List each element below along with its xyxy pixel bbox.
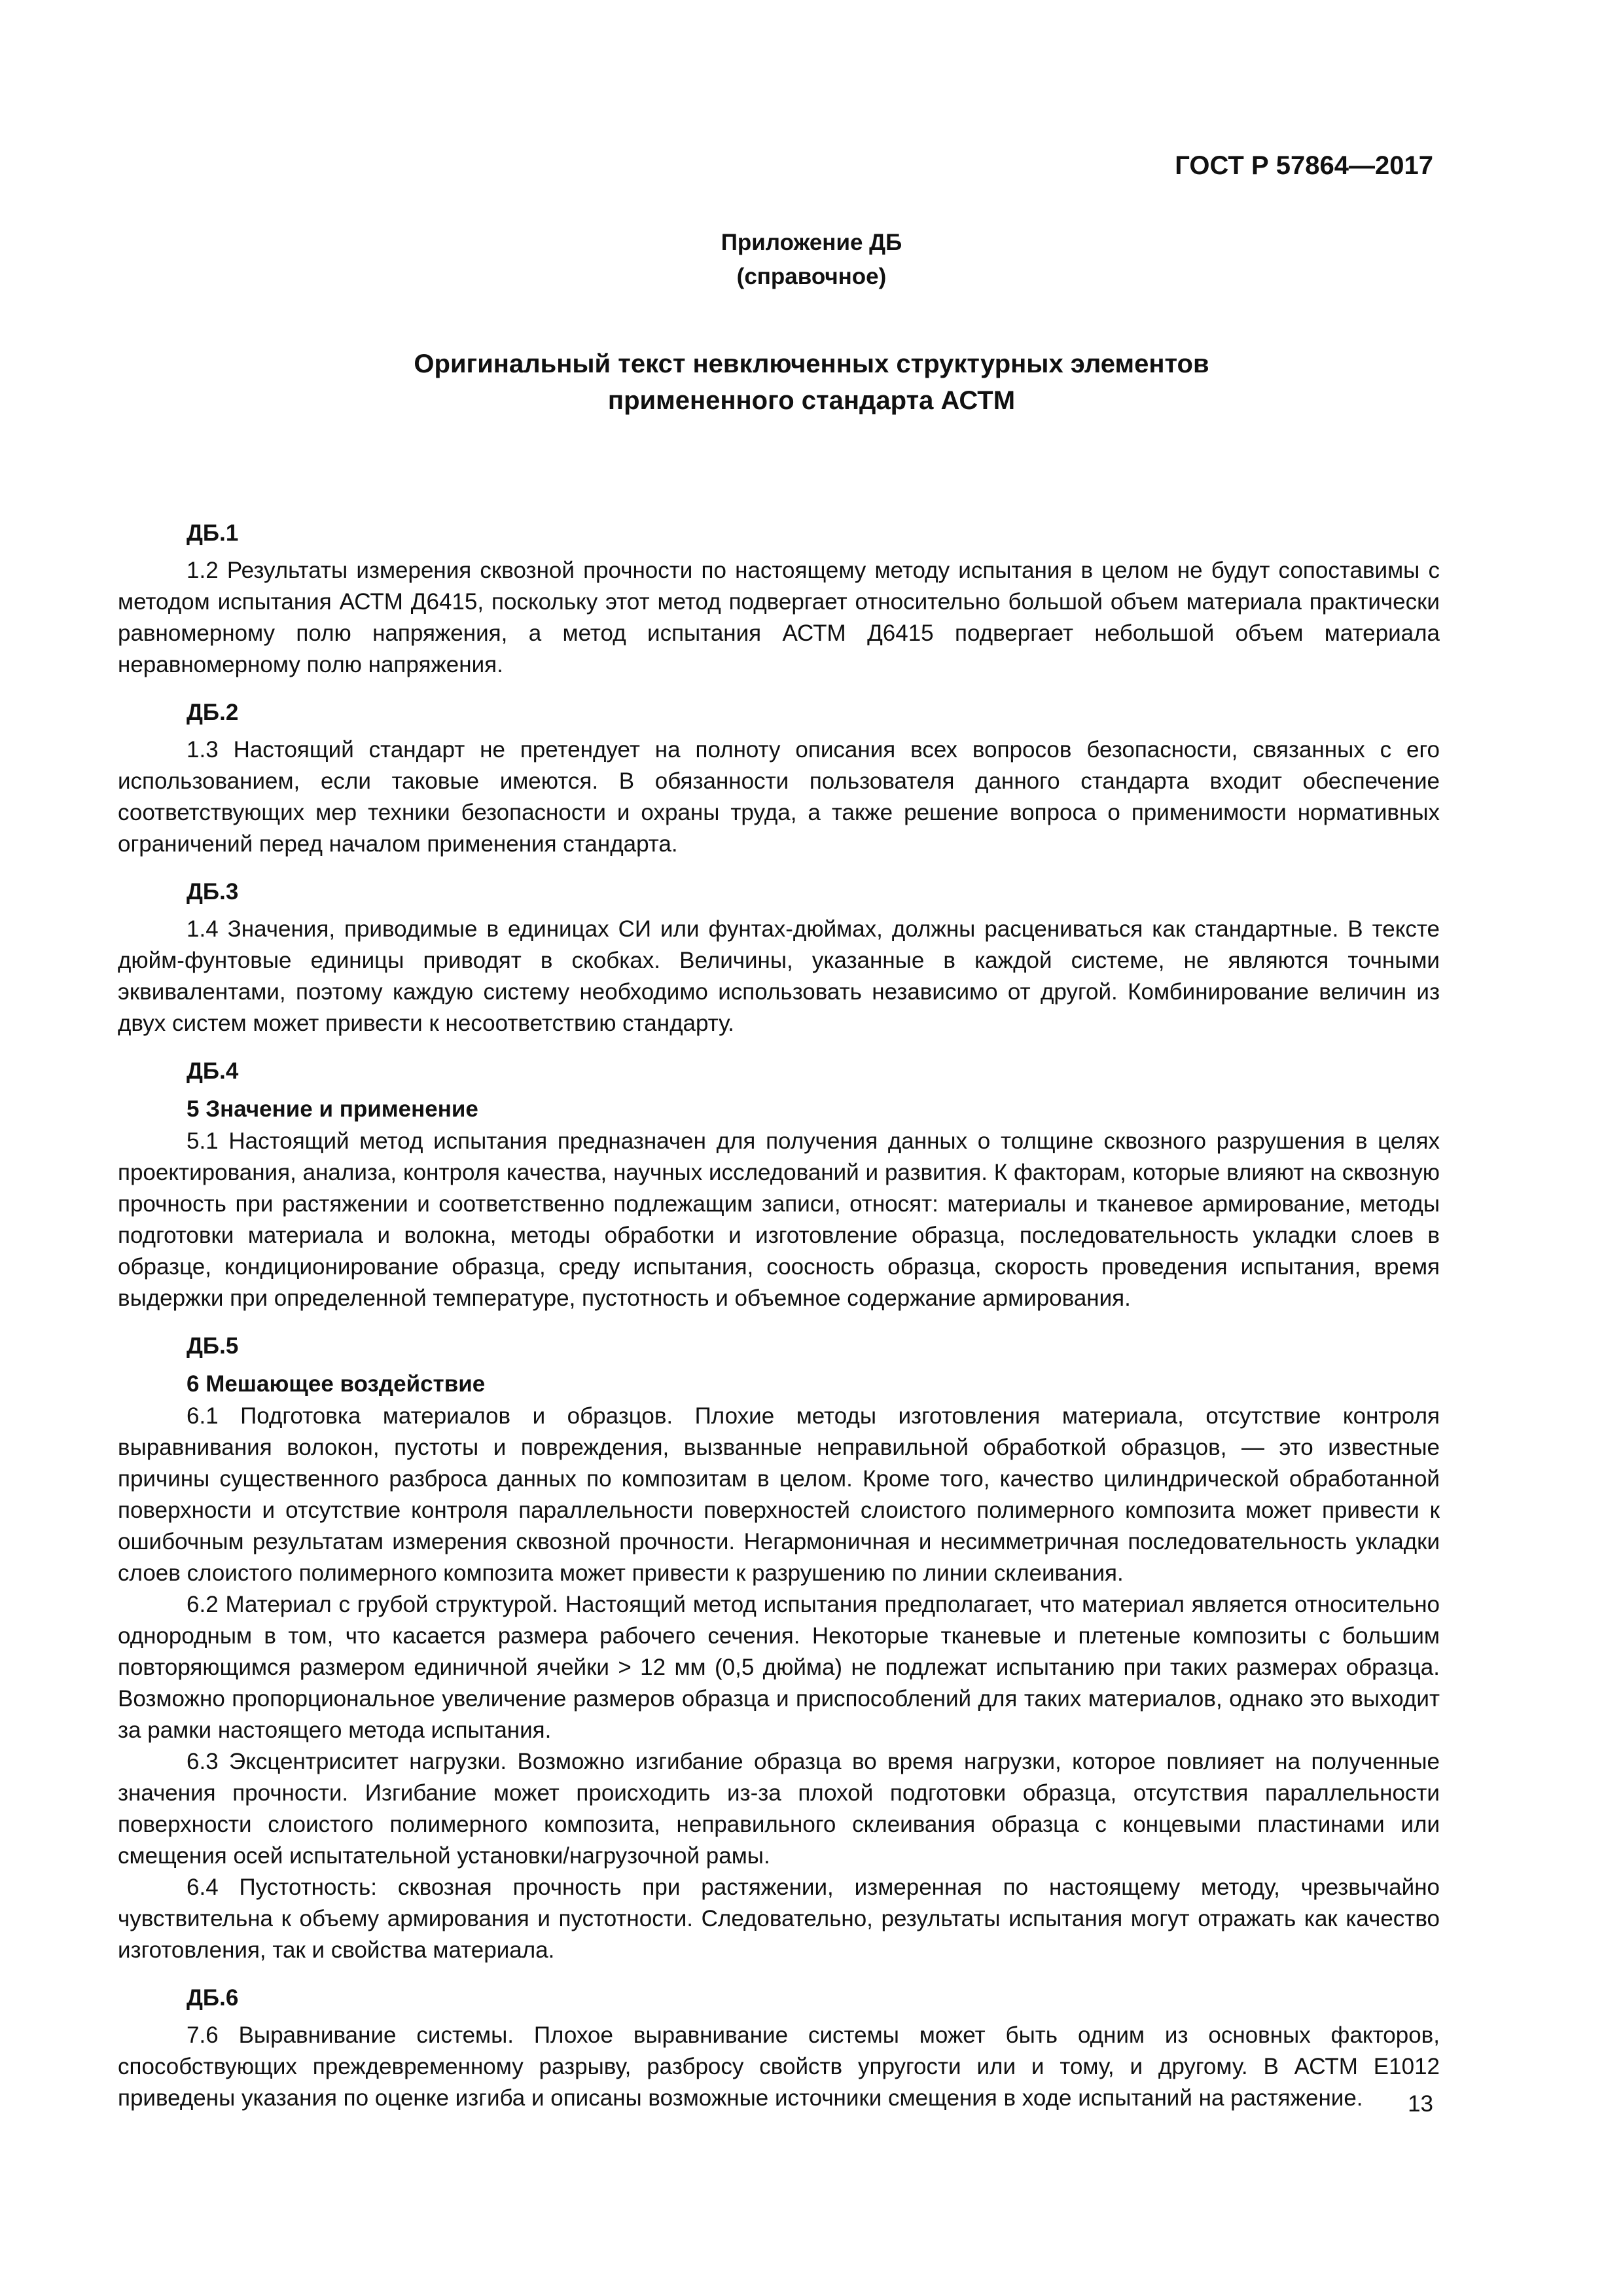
section-label-db3: ДБ.3 [187, 879, 239, 905]
annex-kind: (справочное) [736, 264, 887, 289]
document-code: ГОСТ Р 57864—2017 [1175, 151, 1433, 180]
section-label-db2: ДБ.2 [187, 700, 239, 725]
paragraph-1-3: 1.3 Настоящий стандарт не претендует на полноту описания всех вопросов безопасности, связанных с его использованием, если таковые имеются. В обязанности пользователя данного стандарта входит обеспечение соответствующих мер техники безопасности и охраны труда, а также решение вопроса о применимости нормативных ограничений перед началом применения стандарта. [118, 737, 1440, 857]
paragraph-5-1: 5.1 Настоящий метод испытания предназначен для получения данных о толщине сквозного разрушения в целях проектирования, анализа, контроля качества, научных исследований и развития. К факторам, которые влияют на сквозную прочность при растяжении и соответственно подлежащим записи, относят: материалы и тканевое армирование, методы подготовки материала и волокна, методы обработки и изготовление образца, последовательность укладки слоев в образце, кондиционирование образца, среду испытания, соосность образца, скорость проведения испытания, время выдержки при определенной температуре, пустотность и объемное содержание армирования. [118, 1128, 1440, 1311]
annex-title-line-1: Оригинальный текст невключенных структурных элементов [414, 350, 1209, 378]
section-label-db1: ДБ.1 [187, 520, 239, 546]
subheading-5: 5 Значение и применение [187, 1096, 478, 1122]
paragraph-1-2: 1.2 Результаты измерения сквозной прочности по настоящему методу испытания в целом не будут сопоставимы с методом испытания АСТМ Д6415, поскольку этот метод подвергает относительно большой объем материала практически равномерному полю напряжения, а метод испытания АСТМ Д6415 подвергает небольшой объем материала неравномерному полю напряжения. [118, 558, 1440, 677]
section-label-db6: ДБ.6 [187, 1985, 239, 2011]
subheading-6: 6 Мешающее воздействие [187, 1371, 486, 1397]
annex-title-line-2: примененного стандарта АСТМ [607, 386, 1016, 415]
page-number: 13 [1408, 2091, 1433, 2117]
paragraph-6-3: 6.3 Эксцентриситет нагрузки. Возможно изгибание образца во время нагрузки, которое повлияет на полученные значения прочности. Изгибание может происходить из-за плохой подготовки образца, отсутствия параллельности поверхности слоистого полимерного композита, неправильного склеивания образца с концевыми пластинами или смещения осей испытательной установки/нагрузочной рамы. [118, 1749, 1440, 1869]
annex-title [0, 346, 1623, 419]
section-label-db5: ДБ.5 [187, 1333, 239, 1359]
paragraph-6-2: 6.2 Материал с грубой структурой. Настоящий метод испытания предполагает, что материал является относительно однородным в том, что касается размера рабочего сечения. Некоторые тканевые и плетеные композиты с большим повторяющимся размером единичной ячейки > 12 мм (0,5 дюйма) не подлежат испытанию при таких размерах образца. Возможно пропорциональное увеличение размеров образца и приспособлений для таких материалов, однако это выходит за рамки настоящего метода испытания. [118, 1592, 1440, 1743]
paragraph-6-4: 6.4 Пустотность: сквозная прочность при растяжении, измеренная по настоящему методу, чрезвычайно чувствительна к объему армирования и пустотности. Следовательно, результаты испытания могут отражать как качество изготовления, так и свойства материала. [118, 1874, 1440, 1963]
section-label-db4: ДБ.4 [187, 1058, 239, 1084]
annex-heading [0, 226, 1623, 294]
document-body [118, 517, 1440, 2114]
paragraph-1-4: 1.4 Значения, приводимые в единицах СИ или фунтах-дюймах, должны расцениваться как стандартные. В тексте дюйм-фунтовые единицы приводят в скобках. Величины, указанные в каждой системе, не являются точными эквивалентами, поэтому каждую систему необходимо использовать независимо от другой. Комбинирование величин из двух систем может привести к несоответствию стандарту. [118, 916, 1440, 1036]
paragraph-7-6: 7.6 Выравнивание системы. Плохое выравнивание системы может быть одним из основных факторов, способствующих преждевременному разрыву, разбросу свойств упругости или и тому, и другому. В АСТМ Е1012 приведены указания по оценке изгиба и описаны возможные источники смещения в ходе испытаний на растяжение. [118, 2022, 1440, 2111]
paragraph-6-1: 6.1 Подготовка материалов и образцов. Плохие методы изготовления материала, отсутствие контроля выравнивания волокон, пустоты и повреждения, вызванные неправильной обработкой образцов, — это известные причины существенного разброса данных по композитам в целом. Кроме того, качество цилиндрической обработанной поверхности и отсутствие контроля параллельности поверхностей слоистого полимерного композита может привести к ошибочным результатам измерения сквозной прочности. Негармоничная и несимметричная последовательность укладки слоев слоистого полимерного композита может привести к разрушению по линии склеивания. [118, 1403, 1440, 1586]
annex-name: Приложение ДБ [721, 230, 902, 255]
